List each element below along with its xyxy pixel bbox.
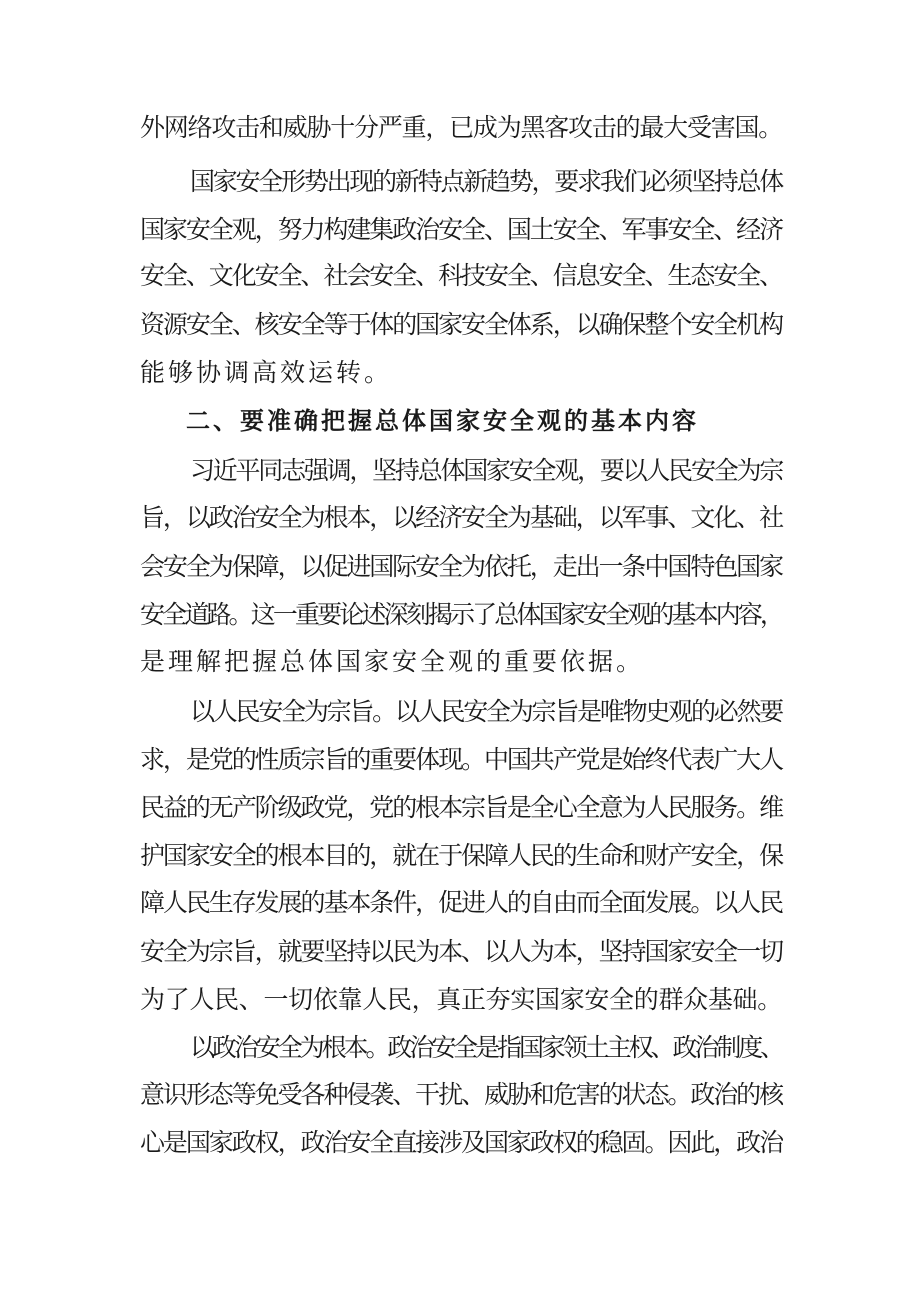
text-line [0, 543, 920, 591]
text-line [0, 104, 920, 152]
heading-text: 二、要准确把握总体国家安全观的基本内容 [186, 407, 699, 435]
line-text: 能够协调高效运转。 [140, 358, 393, 387]
line-text: 以政治安全为根本。政治安全是指国家领土主权、政治制度、 [190, 1033, 783, 1062]
text-line [0, 1024, 920, 1072]
line-text: 国家安全形势出现的新特点新趋势，要求我们必须坚持总体 [190, 167, 783, 196]
text-line [0, 494, 920, 542]
section-heading [0, 397, 920, 445]
line-text: 护国家安全的根本目的，就在于保障人民的生命和财产安全，保 [140, 841, 783, 870]
text-line [0, 638, 920, 686]
text-line [0, 591, 920, 639]
text-line [0, 1071, 920, 1119]
text-line [0, 349, 920, 397]
text-line [0, 447, 920, 495]
text-line [0, 1119, 920, 1167]
text-line [0, 301, 920, 349]
line-text: 心是国家政权，政治安全直接涉及国家政权的稳固。因此，政治 [140, 1128, 783, 1157]
text-line [0, 928, 920, 976]
text-line [0, 688, 920, 736]
text-line [0, 158, 920, 206]
line-text: 安全道路。这一重要论述深刻揭示了总体国家安全观的基本内容， [140, 600, 783, 629]
text-line [0, 879, 920, 927]
line-text: 求，是党的性质宗旨的重要体现。中国共产党是始终代表广大人 [140, 745, 783, 774]
line-text: 习近平同志强调，坚持总体国家安全观，要以人民安全为宗 [190, 456, 783, 485]
text-line [0, 206, 920, 254]
line-text: 是理解把握总体国家安全观的重要依据。 [140, 647, 645, 676]
text-line [0, 252, 920, 300]
line-text: 外网络攻击和威胁十分严重，已成为黑客攻击的最大受害国。 [140, 113, 783, 142]
text-line [0, 976, 920, 1024]
line-text: 意识形态等免受各种侵袭、干扰、威胁和危害的状态。政治的核 [140, 1080, 783, 1109]
text-line [0, 736, 920, 784]
text-line [0, 832, 920, 880]
line-text: 障人民生存发展的基本条件，促进人的自由而全面发展。以人民 [140, 888, 783, 917]
line-text: 旨，以政治安全为根本，以经济安全为基础，以军事、文化、社 [140, 503, 783, 532]
line-text: 以人民安全为宗旨。以人民安全为宗旨是唯物史观的必然要 [190, 697, 783, 726]
line-text: 资源安全、核安全等于体的国家安全体系，以确保整个安全机构 [140, 310, 783, 339]
line-text: 为了人民、一切依靠人民，真正夯实国家安全的群众基础。 [140, 985, 782, 1014]
text-line [0, 784, 920, 832]
line-text: 安全、文化安全、社会安全、科技安全、信息安全、生态安全、 [140, 261, 783, 290]
line-text: 会安全为保障，以促进国际安全为依托，走出一条中国特色国家 [140, 552, 783, 581]
line-text: 安全为宗旨，就要坚持以民为本、以人为本，坚持国家安全一切 [140, 937, 783, 966]
line-text: 国家安全观，努力构建集政治安全、国土安全、军事安全、经济 [140, 215, 783, 244]
line-text: 民益的无产阶级政党，党的根本宗旨是全心全意为人民服务。维 [140, 793, 783, 822]
